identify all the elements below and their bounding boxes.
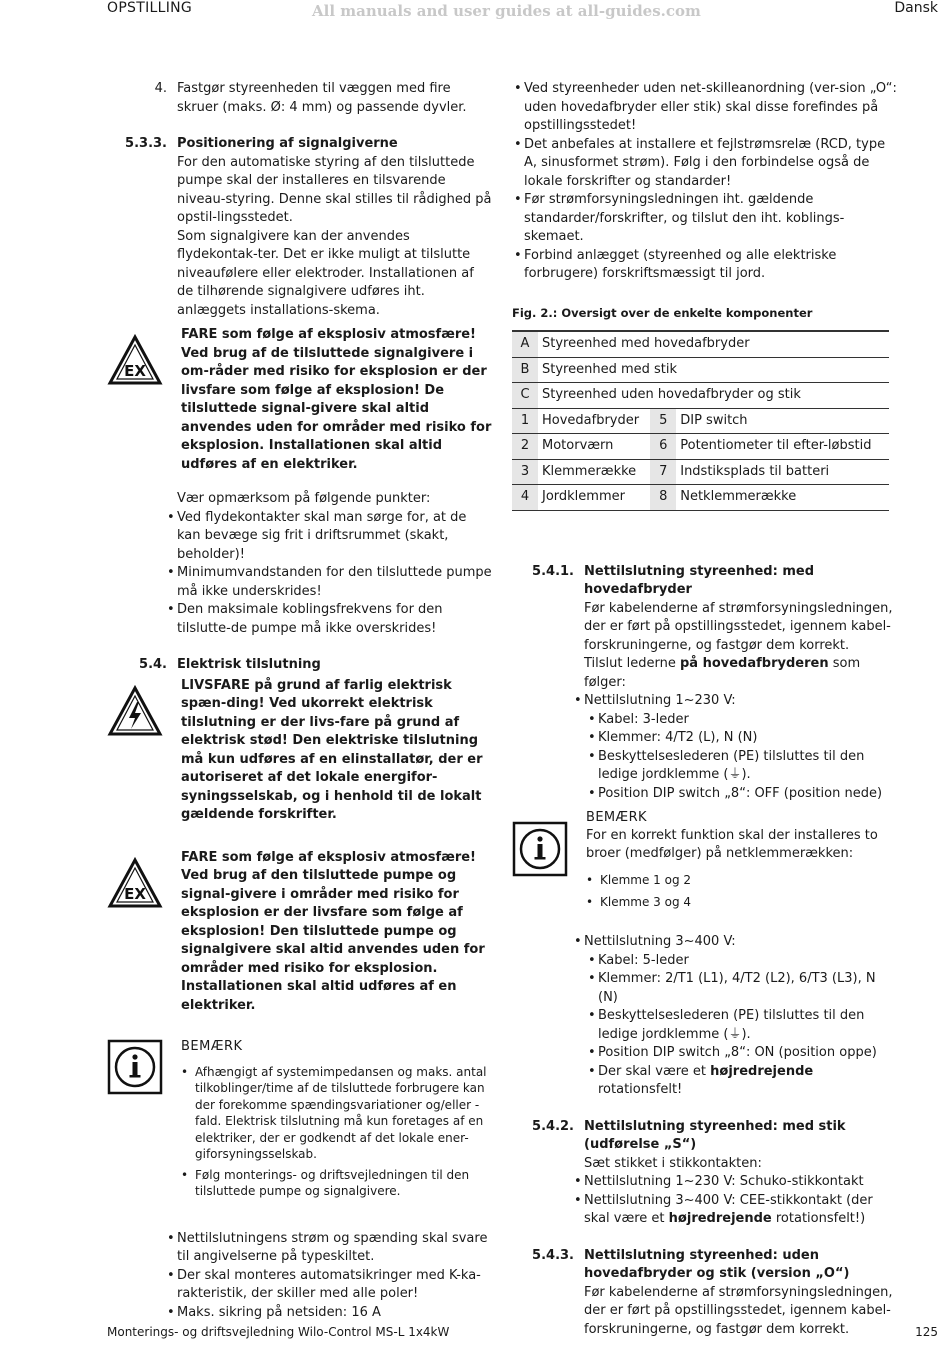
- list-item: • Nettilslutning 1~230 V: Schuko-stikkontakt: [512, 1173, 897, 1192]
- list-item: • Beskyttelseslederen (PE) tilsluttes til den ledige jordklemme (⏚).: [512, 748, 897, 785]
- list-item: • Position DIP switch „8“: ON (position oppe): [512, 1044, 897, 1063]
- list-item: • Der skal være et højredrejende rotationsfelt!: [512, 1063, 897, 1100]
- list-item: • Position DIP switch „8“: OFF (position nede): [512, 785, 897, 804]
- info-icon: [512, 821, 568, 877]
- table-row: 4 Jordklemmer 8 Netklemmerække: [512, 485, 889, 511]
- electrical-hazard-icon: [107, 685, 163, 737]
- list-item: • Det anbefales at installere et fejlstrømsrelæ (RCD, type A, sinusformet strøm). Følg i den forbindelse også de lokale forskrifter og standarder!: [452, 136, 897, 192]
- list-item: • Den maksimale koblingsfrekvens for den tilslutte-de pumpe må ikke overskrides!: [107, 601, 492, 638]
- section-5-4-2-p1: Sæt stikket i stikkontakten:: [584, 1155, 762, 1171]
- list-item: • Klemmer: 2/T1 (L1), 4/T2 (L2), 6/T3 (L3), N (N): [512, 970, 897, 1007]
- step-4: 4. Fastgør styreenheden til væggen med fire skruer (maks. Ø: 4 mm) og passende dyvler.: [154, 81, 467, 115]
- list-item: • Følg monterings- og driftsvejledningen til den tilsluttede pumpe og signalgivere.: [181, 1167, 492, 1200]
- section-5-4-1-heading: 5.4.1. Nettilslutning styreenhed: med hovedafbryder: [532, 563, 814, 597]
- explosion-hazard-icon: [107, 334, 163, 386]
- section-5-4-3-p1: Før kabelenderne af strømforsyningsledningen, der er ført på opstillingsstedet, igennem kabel-forskruningerne, og fastgør dem korrekt.: [584, 1284, 893, 1337]
- attention-list: [107, 509, 492, 639]
- section-5-3-3-p1: For den automatiske styring af den tilsluttede pumpe skal der installeres en tilsvarende niveau-styring. Denne skal stilles til rådighed på opstil-lingsstedet.: [177, 154, 492, 225]
- table-row: 3 Klemmerække 7 Indstiksplads til batteri: [512, 459, 889, 485]
- electrical-warning: LIVSFARE på grund af farlig elektrisk spæn-ding! Ved ukorrekt elektrisk tilslutning er der livs-fare på grund af elektrisk stød! Den elektriske tilslutning må kun udføres af en elinstallatør, der er autoriseret af det lokale energifor-syningsselskab, og i henhold til de lokalt gældende forskrifter.: [107, 677, 492, 825]
- top-list: [452, 80, 897, 284]
- list-item: • Forbind anlægget (styreenhed og alle elektriske forbrugere) forskriftsmæssigt til jord.: [452, 247, 897, 284]
- section-5-3-3-p2: Som signalgivere kan der anvendes flydekontak-ter. Det er ikke muligt at tilslutte niveauføIere eller elektroder. Installationen af de tilhørende signalgivere udføres iht. anlæggets installations-skema.: [177, 228, 474, 318]
- list-item: • Nettilslutning 3~400 V:: [512, 933, 897, 952]
- plug-list: [512, 1173, 897, 1229]
- explosion-warning-2: EX FARE som følge af eksplosiv atmosfære! Ved brug af den tilsluttede pumpe og signal-givere i områder med risiko for eksplosion er der livsfare som følge af eksplosion! Den tilsluttede pumpe og signalgivere skal altid anvendes uden for områder med risiko for eksplosion. Installationen skal altid udføres af en elektriker.: [107, 849, 492, 1016]
- list-item: • Klemme 3 og 4: [586, 893, 897, 911]
- list-item: • Der skal monteres automatsikringer med K-ka-rakteristik, der skiller med alle poler!: [107, 1267, 492, 1304]
- section-5-3-3-heading: 5.3.3. Positionering af signalgiverne: [125, 136, 398, 151]
- note-left: BEMÆRK • Afhængigt af systemimpedansen og maks. antal tilkoblinger/time af de tilsluttede forbrugere kan der forekomme spændingsvariationer og/eller -fald. Elektrisk tilslutning må kun foretages af en elektriker, der er godkendt af det lokale ener-giforsyningsselskab. • Følg monterings- og driftsvejledningen til den tilsluttede pumpe og signalgivere.: [107, 1039, 492, 1200]
- mains-3-list: [512, 933, 897, 952]
- list-item: • Beskyttelseslederen (PE) tilsluttes til den ledige jordklemme (⏚).: [512, 1007, 897, 1044]
- section-5-4-heading: 5.4. Elektrisk tilslutning: [139, 657, 321, 672]
- svg-text:EX: EX: [124, 362, 146, 380]
- list-item: • Ved styreenheder uden net-skilleanordning (ver-sion „O“: uden hovedafbryder eller stik) skal disse forefindes på opstillingsstedet!: [452, 80, 897, 136]
- page-number: 125: [915, 1325, 938, 1339]
- section-5-4-1-p2: Tilslut lederne på hovedafbryderen som følger:: [584, 656, 861, 690]
- mains-1-sublist: [512, 711, 897, 804]
- section-5-4-1-p1: Før kabelenderne af strømforsyningsledningen, der er ført på opstillingsstedet, igennem kabel-forskruningerne, og fastgør dem korrekt.: [584, 600, 893, 653]
- list-item: • Kabel: 3-leder: [512, 711, 897, 730]
- section-5-4-2-heading: 5.4.2. Nettilslutning styreenhed: med stik (udførelse „S“): [532, 1118, 846, 1152]
- list-item: • Nettilslutningens strøm og spænding skal svare til angivelserne på typeskiltet.: [107, 1230, 492, 1267]
- list-item: • Kabel: 5-leder: [512, 952, 897, 971]
- table-row: 2 Motorværn 6 Potentiometer til efter-løbstid: [512, 434, 889, 460]
- list-item: • Klemmer: 4/T2 (L), N (N): [512, 729, 897, 748]
- list-item: • Maks. sikring på netsiden: 16 A: [107, 1304, 492, 1323]
- left-column: [107, 80, 492, 1322]
- list-item: • Ved flydekontakter skal man sørge for, at de kan bevæge sig frit i driftsrummet (skakt, beholder)!: [107, 509, 492, 565]
- watermark[interactable]: All manuals and user guides at all-guides.com: [312, 2, 701, 20]
- header-language: Dansk: [894, 0, 938, 16]
- table-row: C Styreenhed uden hovedafbryder og stik: [512, 383, 889, 409]
- attention-text: Vær opmærksom på følgende punkter:: [177, 491, 431, 506]
- note-right: BEMÆRK For en korrekt funktion skal der installeres to broer (medfølger) på netklemmerækken: • Klemme 1 og 2 • Klemme 3 og 4: [512, 809, 897, 911]
- table-row: B Styreenhed med stik: [512, 357, 889, 383]
- footer-doc-title: Monterings- og driftsvejledning Wilo-Control MS-L 1x4kW: [107, 1325, 450, 1339]
- list-item: • Minimumvandstanden for den tilsluttede pumpe må ikke underskrides!: [107, 564, 492, 601]
- explosion-hazard-icon: [107, 857, 163, 909]
- mains-3-sublist: [512, 952, 897, 1100]
- figure-caption: Fig. 2.: Oversigt over de enkelte komponenter: [512, 305, 813, 320]
- section-5-4-3-heading: 5.4.3. Nettilslutning styreenhed: uden hovedafbryder og stik (version „O“): [532, 1247, 850, 1281]
- explosion-warning-1: EX FARE som følge af eksplosiv atmosfære! Ved brug af de tilsluttede signalgivere i om-råder med risiko for eksplosion er der livsfare som følge af eksplosion! De tilsluttede signal-givere skal altid anvendes uden for områder med risiko for eksplosion. Installationen skal altid udføres af en elektriker.: [107, 326, 492, 474]
- list-item: • Før strømforsyningsledningen iht. gældende standarder/forskrifter, og tilslut den iht. koblings-skemaet.: [452, 191, 897, 247]
- list-item: • Nettilslutning 1~230 V:: [512, 692, 897, 711]
- components-table: [512, 330, 889, 511]
- table-row: A Styreenhed med hovedafbryder: [512, 331, 889, 357]
- header-section: OPSTILLING: [107, 0, 193, 16]
- final-list: [107, 1230, 492, 1323]
- right-column: [512, 80, 897, 1339]
- info-icon: [107, 1039, 163, 1095]
- mains-1-list: [512, 692, 897, 711]
- list-item: • Afhængigt af systemimpedansen og maks. antal tilkoblinger/time af de tilsluttede forbrugere kan der forekomme spændingsvariationer og/eller -fald. Elektrisk tilslutning må kun foretages af en elektriker, der er godkendt af det lokale ener-giforsyningsselskab.: [181, 1064, 492, 1163]
- table-row: 1 Hovedafbryder 5 DIP switch: [512, 408, 889, 434]
- svg-text:EX: EX: [124, 884, 146, 903]
- list-item: • Klemme 1 og 2: [586, 871, 897, 889]
- list-item: • Nettilslutning 3~400 V: CEE-stikkontakt (der skal være et højredrejende rotationsfelt!): [512, 1192, 897, 1229]
